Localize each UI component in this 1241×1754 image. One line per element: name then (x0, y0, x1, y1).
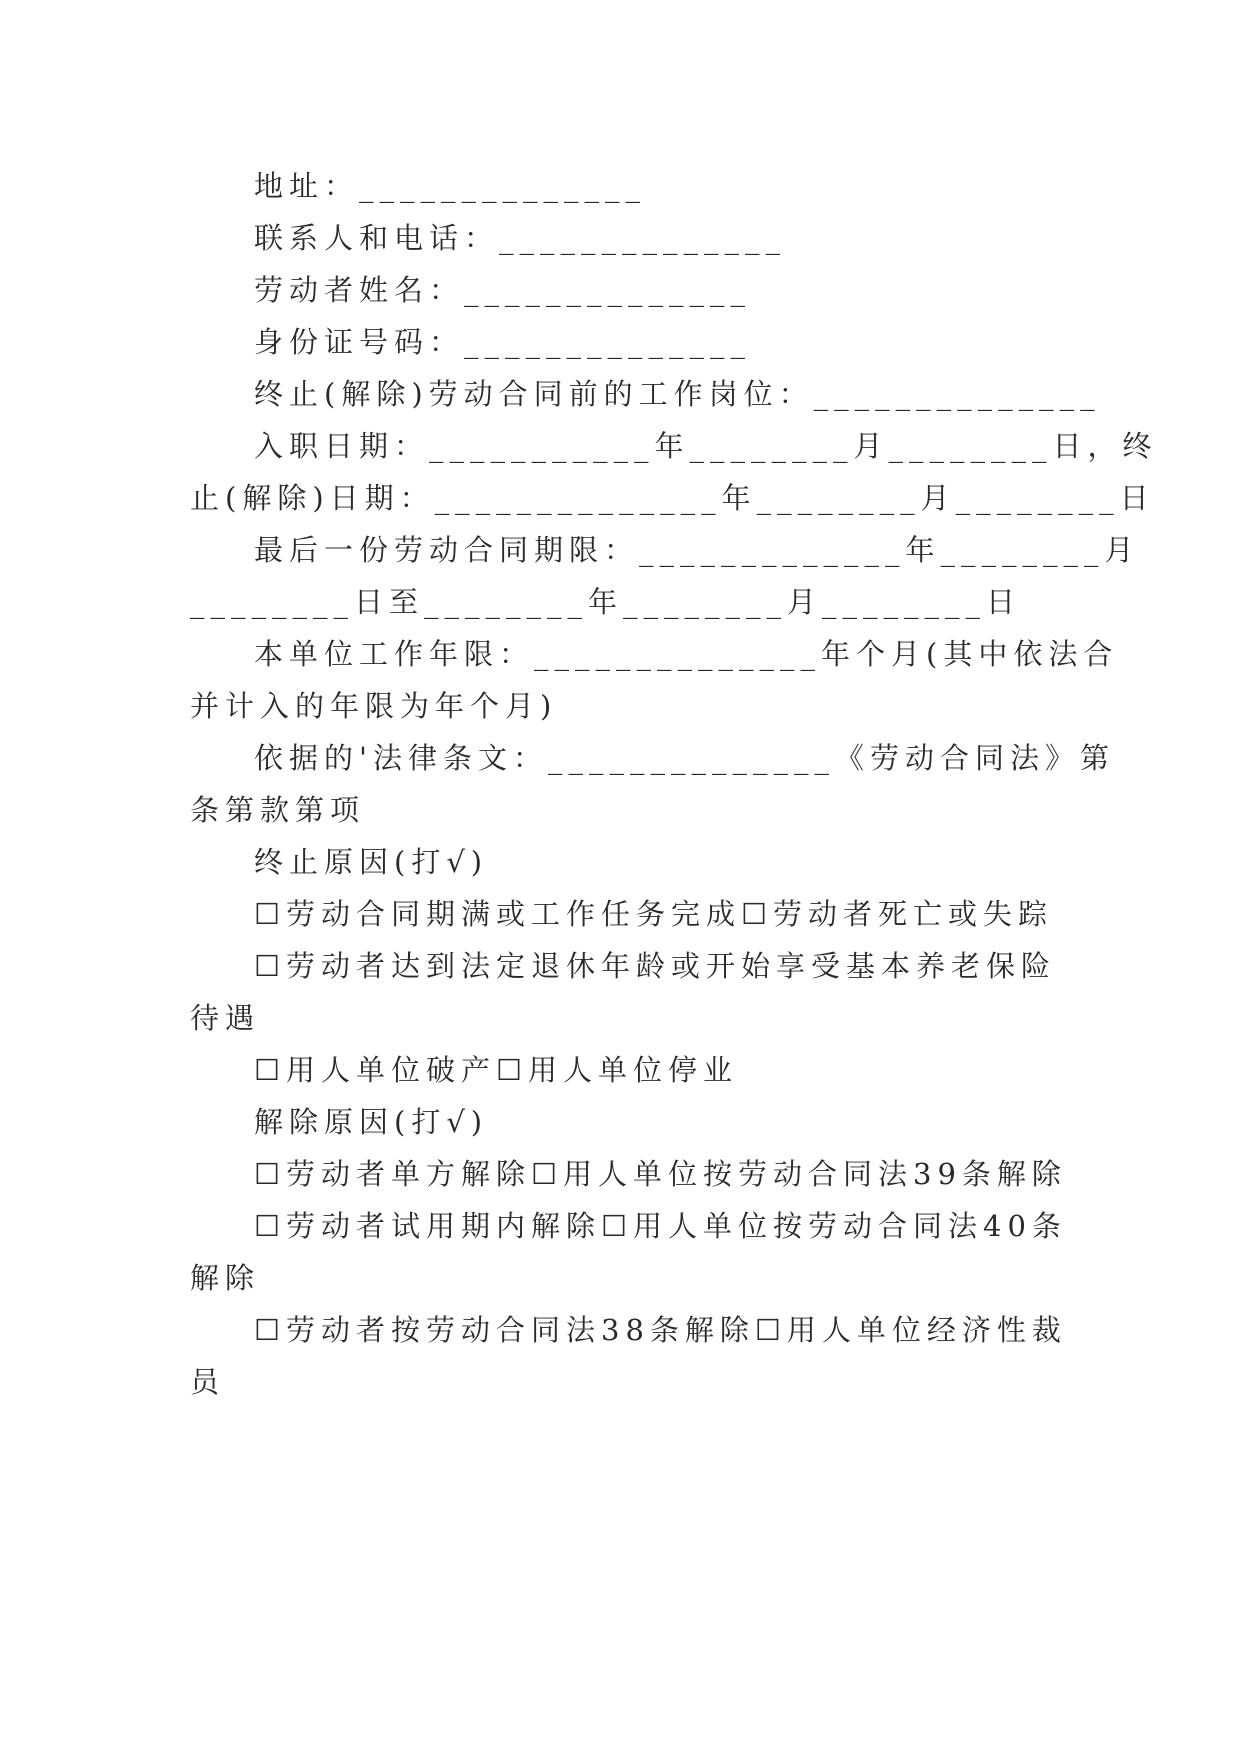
id-number-line: 身份证号码：______________ (254, 325, 752, 359)
entry-date-line: 入职日期：___________年________月________日，终 (254, 429, 1158, 463)
position-line: 终止(解除)劳动合同前的工作岗位：______________ (254, 377, 1101, 411)
termination-date-line: 止(解除)日期：______________年________月________日 (190, 481, 1155, 515)
legal-basis-line: 依据的'法律条文：______________《劳动合同法》第 (254, 741, 1115, 775)
contract-term-line-cont: ________日至________年________月________日 (190, 585, 1022, 619)
service-years-line-cont: 并计入的年限为年个月) (190, 689, 558, 723)
termination-reason-heading: 终止原因(打√) (254, 845, 489, 879)
dissolution-reason-options-2-cont: 解除 (190, 1261, 261, 1295)
contact-phone-line: 联系人和电话：______________ (254, 221, 787, 255)
termination-reason-options-2-cont: 待遇 (190, 1001, 261, 1035)
address-line: 地址：______________ (254, 169, 647, 203)
termination-reason-options-3: ☐用人单位破产☐用人单位停业 (254, 1053, 738, 1087)
dissolution-reason-heading: 解除原因(打√) (254, 1105, 489, 1139)
termination-reason-options-1: ☐劳动合同期满或工作任务完成☐劳动者死亡或失踪 (254, 897, 1053, 931)
dissolution-reason-options-3: ☐劳动者按劳动合同法38条解除☐用人单位经济性裁 (254, 1313, 1067, 1347)
legal-basis-line-cont: 条第款第项 (190, 793, 366, 827)
dissolution-reason-options-2: ☐劳动者试用期内解除☐用人单位按劳动合同法40条 (254, 1209, 1067, 1243)
service-years-line: 本单位工作年限：______________年个月(其中依法合 (254, 637, 1119, 671)
contract-term-line: 最后一份劳动合同期限：_____________年________月 (254, 533, 1140, 567)
dissolution-reason-options-1: ☐劳动者单方解除☐用人单位按劳动合同法39条解除 (254, 1157, 1067, 1191)
dissolution-reason-options-3-cont: 员 (190, 1365, 226, 1399)
worker-name-line: 劳动者姓名：______________ (254, 273, 752, 307)
termination-reason-options-2: ☐劳动者达到法定退休年龄或开始享受基本养老保险 (254, 949, 1056, 983)
